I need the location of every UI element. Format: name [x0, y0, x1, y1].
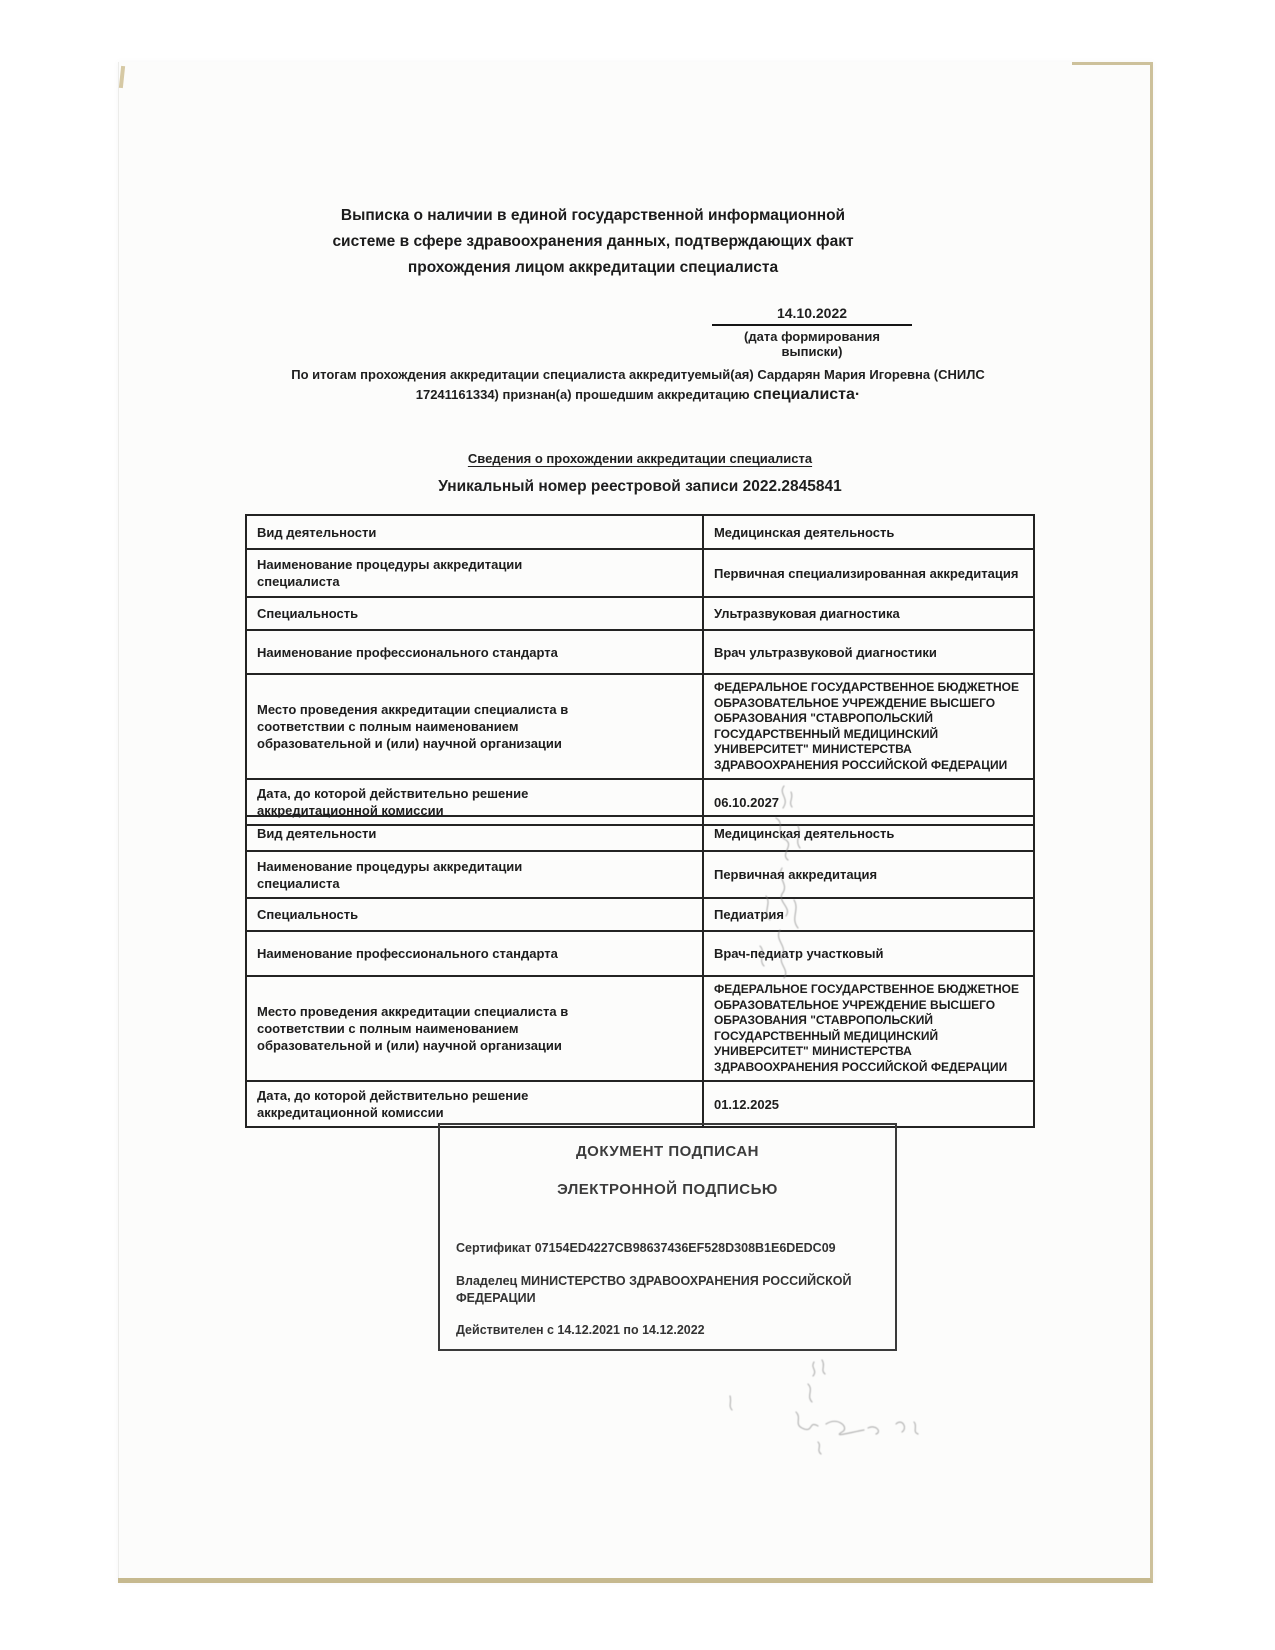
row-value: ФЕДЕРАЛЬНОЕ ГОСУДАРСТВЕННОЕ БЮДЖЕТНОЕ ОБРАЗОВАТЕЛЬНОЕ УЧРЕЖДЕНИЕ ВЫСШЕГО ОБРАЗОВАНИЯ "СТАВРОПОЛЬСКИЙ ГОСУДАРСТВЕННЫЙ МЕДИЦИНСКИЙ УНИВЕРСИТЕТ" МИНИСТЕРСТВА ЗДРАВООХРАНЕНИЯ РОССИЙСКОЙ ФЕДЕРАЦИИ [703, 976, 1034, 1081]
certificate-line [456, 1241, 881, 1255]
owner-value: МИНИСТЕРСТВО ЗДРАВООХРАНЕНИЯ РОССИЙСКОЙ ФЕДЕРАЦИИ [456, 1274, 852, 1305]
row-label: Специальность [257, 606, 359, 621]
row-value: Медицинская деятельность [703, 816, 1034, 851]
accreditation-table-2 [245, 815, 1035, 1128]
row-value: Первичная аккредитация [703, 851, 1034, 898]
issue-date-block [712, 305, 912, 359]
scan-mark [119, 66, 125, 88]
row-label: Дата, до которой действительно решение аккредитационной комиссии [257, 1088, 529, 1120]
table-row [246, 816, 1034, 851]
row-label: Вид деятельности [257, 826, 377, 841]
row-value: Ультразвуковая диагностика [703, 597, 1034, 630]
table-row [246, 549, 1034, 597]
issue-date: 14.10.2022 [712, 305, 912, 326]
owner-label: Владелец [456, 1274, 518, 1288]
table-row [246, 515, 1034, 549]
signature-line1: ДОКУМЕНТ ПОДПИСАН [576, 1143, 759, 1160]
row-label: Место проведения аккредитации специалиста в соответствии с полным наименованием образовательной и (или) научной организации [257, 1004, 569, 1053]
signature-line2: ЭЛЕКТРОННОЙ ПОДПИСЬЮ [557, 1181, 778, 1198]
table-row [246, 898, 1034, 931]
row-label: Специальность [257, 907, 359, 922]
validity-line: Действителен с 14.12.2021 по 14.12.2022 [456, 1323, 705, 1337]
row-value: 06.10.2027 [703, 779, 1034, 825]
row-value: Первичная специализированная аккредитация [703, 549, 1034, 597]
title-line-2: системе в сфере здравоохранения данных, подтверждающих факт [332, 233, 854, 250]
registry-number-label: Уникальный номер реестровой записи [438, 478, 739, 495]
intro-paragraph [258, 365, 1018, 405]
intro-line-1: По итогам прохождения аккредитации специалиста аккредитуемый(ая) Сардарян Мария Игоревна (СНИЛС [291, 367, 985, 382]
row-label: Наименование процедуры аккредитации специалиста [257, 557, 523, 589]
table-row [246, 597, 1034, 630]
accreditation-table-1 [245, 514, 1035, 826]
title-line-1: Выписка о наличии в единой государственной информационной [340, 207, 846, 224]
row-label: Наименование профессионального стандарта [257, 946, 558, 961]
row-label: Наименование процедуры аккредитации специалиста [257, 858, 523, 891]
table-row [246, 630, 1034, 674]
intro-line-2 [258, 385, 1018, 405]
row-value: Медицинская деятельность [703, 515, 1034, 549]
paper-edge-left [118, 62, 119, 1578]
scanned-page [118, 62, 1153, 1583]
row-value: Педиатрия [703, 898, 1034, 931]
table-row [246, 674, 1034, 779]
registry-number-value: 2022.2845841 [742, 478, 842, 495]
registry-number-line [245, 478, 1035, 496]
row-value: 01.12.2025 [703, 1081, 1034, 1127]
title-line-3: прохождения лицом аккредитации специалиста [407, 259, 779, 276]
intro-line-2-text: 17241161334) признан(а) прошедшим аккредитацию [415, 387, 750, 402]
table-row [246, 1081, 1034, 1127]
ink-smudge [718, 1354, 948, 1464]
certificate-value: 07154ED4227CB98637436EF528D308B1E6DEDC09 [534, 1241, 836, 1255]
row-value: Врач-педиатр участковый [703, 931, 1034, 976]
document-title [313, 203, 873, 281]
intro-line-2-emphasis: специалиста· [753, 386, 861, 403]
row-value: ФЕДЕРАЛЬНОЕ ГОСУДАРСТВЕННОЕ БЮДЖЕТНОЕ ОБРАЗОВАТЕЛЬНОЕ УЧРЕЖДЕНИЕ ВЫСШЕГО ОБРАЗОВАНИЯ "СТАВРОПОЛЬСКИЙ ГОСУДАРСТВЕННЫЙ МЕДИЦИНСКИЙ УНИВЕРСИТЕТ" МИНИСТЕРСТВА ЗДРАВООХРАНЕНИЯ РОССИЙСКОЙ ФЕДЕРАЦИИ [703, 674, 1034, 779]
table-row [246, 976, 1034, 1081]
row-label: Вид деятельности [257, 524, 377, 540]
certificate-label: Сертификат [456, 1241, 532, 1255]
ink-smudge [736, 780, 831, 985]
row-value: Врач ультразвуковой диагностики [703, 630, 1034, 674]
owner-line [456, 1273, 876, 1307]
table-row [246, 851, 1034, 898]
table-row [246, 931, 1034, 976]
paper-edge-top [1072, 62, 1150, 65]
section-heading: Сведения о прохождении аккредитации специалиста [467, 451, 813, 466]
row-label: Дата, до которой действительно решение аккредитационной комиссии [257, 786, 529, 818]
signature-box [438, 1123, 897, 1351]
row-label: Наименование профессионального стандарта [257, 644, 558, 660]
issue-date-caption: (дата формирования выписки) [744, 329, 880, 359]
row-label: Место проведения аккредитации специалиста в соответствии с полным наименованием образовательной и (или) научной организации [257, 702, 569, 751]
